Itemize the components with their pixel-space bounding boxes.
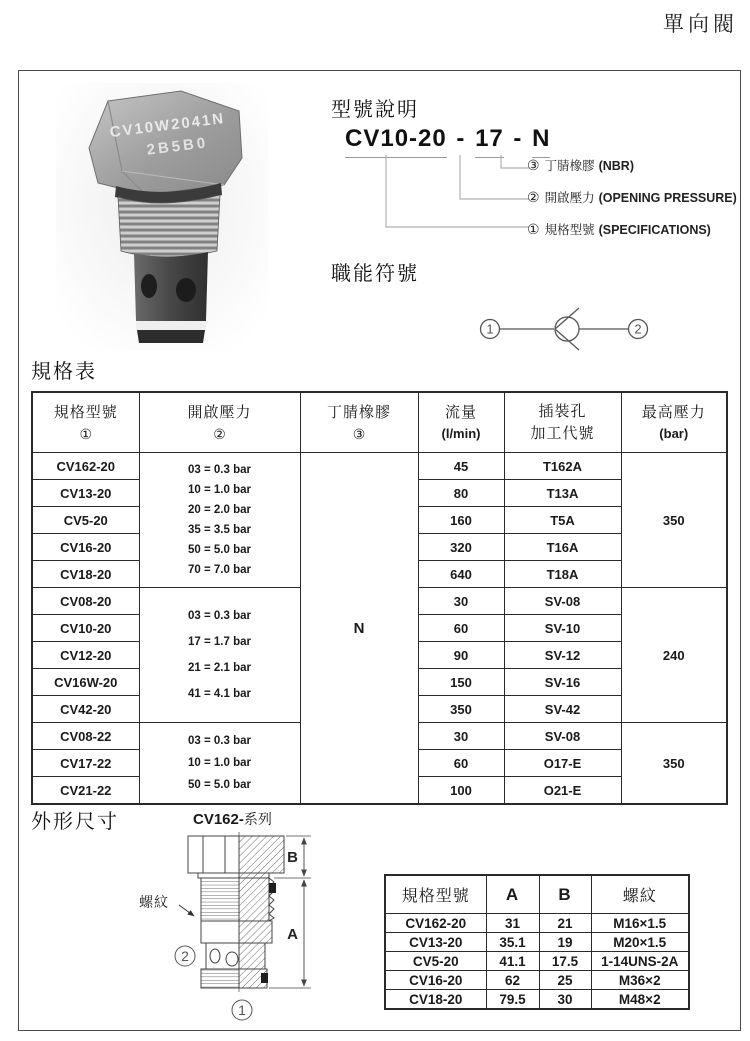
dims-header-row (385, 875, 689, 914)
series-label-bold: CV162- (193, 811, 244, 828)
valve-port-hole-right (176, 278, 196, 302)
cavity-cell: O21-E (504, 777, 621, 805)
model-cell: CV16-20 (32, 534, 139, 561)
callout-number: ① (527, 221, 540, 237)
flow-cell: 640 (418, 561, 504, 588)
header-main: 流量 (444, 403, 477, 421)
pressure-line: 35 = 3.5 bar (188, 524, 251, 536)
dims-cell: M48×2 (591, 990, 689, 1010)
header-main: 最高壓力 (641, 403, 706, 421)
dims-cell: 21 (539, 914, 591, 933)
pressure-line: 17 = 1.7 bar (188, 636, 251, 648)
model-code (345, 125, 550, 153)
cavity-cell: SV-08 (504, 588, 621, 615)
callout-text: 開啟壓力 (544, 191, 595, 205)
drawing-port1-label: 1 (238, 1002, 246, 1018)
outline-drawing (141, 827, 331, 1029)
pressure-line: 50 = 5.0 bar (188, 544, 251, 556)
spec-column-header (418, 392, 504, 453)
cavity-cell: O17-E (504, 750, 621, 777)
dims-cell: 62 (486, 971, 539, 990)
spec-table (31, 391, 728, 805)
valve-threads (118, 195, 220, 257)
dim-b-label: B (287, 849, 298, 866)
spec-column-header (621, 392, 727, 453)
callout-row (527, 221, 737, 238)
spec-table-heading: 規格表 (31, 361, 97, 383)
cavity-cell: SV-42 (504, 696, 621, 723)
model-cell: CV5-20 (32, 507, 139, 534)
dims-cell: M16×1.5 (591, 914, 689, 933)
pressure-line: 21 = 2.1 bar (188, 662, 251, 674)
flow-cell: 90 (418, 642, 504, 669)
spec-table-wrap (31, 391, 728, 805)
dims-column-header: 螺紋 (591, 875, 689, 914)
model-cell: CV13-20 (32, 480, 139, 507)
callout-row (527, 157, 737, 174)
model-cell: CV08-20 (32, 588, 139, 615)
dims-row (385, 971, 689, 990)
dims-table-body (385, 914, 689, 1010)
dims-cell: CV18-20 (385, 990, 486, 1010)
pressure-line: 70 = 7.0 bar (188, 564, 251, 576)
pressure-line: 03 = 0.3 bar (188, 735, 251, 747)
valve-photo (56, 83, 268, 351)
max-pressure-cell: 240 (621, 588, 727, 723)
dims-row (385, 914, 689, 933)
header-sub: 加工代號 (530, 424, 595, 442)
header-sub: ② (213, 425, 226, 442)
spec-column-header (139, 392, 300, 453)
pressure-line: 10 = 1.0 bar (188, 484, 251, 496)
cavity-cell: T16A (504, 534, 621, 561)
model-cell: CV16W-20 (32, 669, 139, 696)
dims-cell: 30 (539, 990, 591, 1010)
header-sub: (bar) (659, 425, 689, 441)
model-code-segment: N (532, 125, 550, 158)
flow-cell: 320 (418, 534, 504, 561)
spec-row (32, 453, 727, 480)
dims-table-wrap (384, 874, 690, 1010)
flow-cell: 30 (418, 588, 504, 615)
dims-column-header: B (539, 875, 591, 914)
dims-row (385, 952, 689, 971)
cavity-cell: T5A (504, 507, 621, 534)
dims-cell: CV5-20 (385, 952, 486, 971)
header-main: 插裝孔 (538, 402, 587, 420)
symbol-section-heading: 職能符號 (331, 263, 419, 285)
model-cell: CV18-20 (32, 561, 139, 588)
callout-english: (OPENING PRESSURE) (598, 191, 737, 205)
pressure-cell (139, 453, 300, 588)
symbol-ball (555, 317, 579, 341)
dims-cell: 19 (539, 933, 591, 952)
model-code-segment: 17 (475, 125, 504, 158)
callout-list (527, 157, 737, 238)
callout-text: 規格型號 (544, 223, 595, 237)
spec-header-row (32, 392, 727, 453)
model-cell: CV10-20 (32, 615, 139, 642)
max-pressure-cell: 350 (621, 453, 727, 588)
series-label (193, 809, 272, 829)
check-valve-symbol (466, 306, 666, 352)
spec-column-header (504, 392, 621, 453)
dims-cell: CV162-20 (385, 914, 486, 933)
flow-cell: 60 (418, 615, 504, 642)
pressure-line: 20 = 2.0 bar (188, 504, 251, 516)
callout-number: ② (527, 189, 540, 205)
cavity-cell: SV-08 (504, 723, 621, 750)
dims-cell: M36×2 (591, 971, 689, 990)
dims-row (385, 990, 689, 1010)
dims-column-header: 規格型號 (385, 875, 486, 914)
max-pressure-cell: 350 (621, 723, 727, 805)
dims-cell: 41.1 (486, 952, 539, 971)
model-cell: CV42-20 (32, 696, 139, 723)
model-code-separator: - (448, 125, 474, 152)
symbol-port2-label: 2 (634, 321, 642, 337)
flow-cell: 30 (418, 723, 504, 750)
dims-cell: 17.5 (539, 952, 591, 971)
cavity-cell: SV-12 (504, 642, 621, 669)
cavity-cell: SV-16 (504, 669, 621, 696)
cavity-cell: T162A (504, 453, 621, 480)
cavity-cell: T18A (504, 561, 621, 588)
callout-english: (NBR) (598, 159, 634, 173)
pressure-line: 03 = 0.3 bar (188, 464, 251, 476)
dims-cell: 1-14UNS-2A (591, 952, 689, 971)
model-cell: CV21-22 (32, 777, 139, 805)
callout-english: (SPECIFICATIONS) (598, 223, 711, 237)
dimensions-heading: 外形尺寸 (31, 811, 119, 833)
nbr-cell: N (300, 453, 418, 805)
spec-column-header (300, 392, 418, 453)
pressure-line: 03 = 0.3 bar (188, 610, 251, 622)
valve-port-hole-left (141, 274, 157, 298)
header-main: 開啟壓力 (187, 403, 252, 421)
model-code-segment: CV10-20 (345, 125, 447, 158)
callout-number: ③ (527, 157, 540, 173)
dims-cell: 31 (486, 914, 539, 933)
callout-row (527, 189, 737, 206)
dims-cell: 35.1 (486, 933, 539, 952)
model-section-heading: 型號說明 (331, 99, 419, 121)
flow-cell: 60 (418, 750, 504, 777)
series-label-suffix: 系列 (243, 811, 272, 827)
cavity-cell: T13A (504, 480, 621, 507)
dim-a-label: A (287, 926, 298, 943)
stamp-line-1: CV10W2041N (108, 110, 227, 142)
drawing-port2-label: 2 (181, 948, 189, 964)
header-sub: ① (79, 425, 93, 442)
callout-connector-lines (341, 151, 546, 241)
thread-label: 螺紋 (139, 894, 169, 910)
dims-cell: CV13-20 (385, 933, 486, 952)
header-main: 規格型號 (53, 403, 118, 421)
dims-column-header: A (486, 875, 539, 914)
dims-cell: M20×1.5 (591, 933, 689, 952)
flow-cell: 350 (418, 696, 504, 723)
valve-base (137, 330, 205, 343)
header-main: 丁腈橡膠 (326, 403, 391, 421)
flow-cell: 80 (418, 480, 504, 507)
pressure-line: 10 = 1.0 bar (188, 757, 251, 769)
valve-oring (136, 321, 206, 330)
pressure-line: 50 = 5.0 bar (188, 779, 251, 791)
callout-text: 丁腈橡膠 (544, 159, 595, 173)
model-cell: CV08-22 (32, 723, 139, 750)
model-cell: CV162-20 (32, 453, 139, 480)
header-sub: ③ (352, 425, 366, 442)
flow-cell: 160 (418, 507, 504, 534)
dims-cell: CV16-20 (385, 971, 486, 990)
spec-column-header (32, 392, 139, 453)
flow-cell: 45 (418, 453, 504, 480)
model-code-separator: - (505, 125, 531, 152)
dims-cell: 79.5 (486, 990, 539, 1010)
flow-cell: 100 (418, 777, 504, 805)
pressure-cell (139, 588, 300, 723)
page-title: 單向閥 (663, 13, 738, 36)
model-cell: CV17-22 (32, 750, 139, 777)
stamp-line-2: 2B5B0 (145, 134, 210, 159)
cavity-cell: SV-10 (504, 615, 621, 642)
content-box (18, 70, 741, 1031)
header-sub: (l/min) (441, 425, 481, 441)
symbol-port1-label: 1 (486, 321, 494, 337)
model-cell: CV12-20 (32, 642, 139, 669)
dims-cell: 25 (539, 971, 591, 990)
spec-table-body (32, 453, 727, 805)
pressure-cell (139, 723, 300, 805)
flow-cell: 150 (418, 669, 504, 696)
dims-table (384, 874, 690, 1010)
dims-row (385, 933, 689, 952)
pressure-line: 41 = 4.1 bar (188, 688, 251, 700)
